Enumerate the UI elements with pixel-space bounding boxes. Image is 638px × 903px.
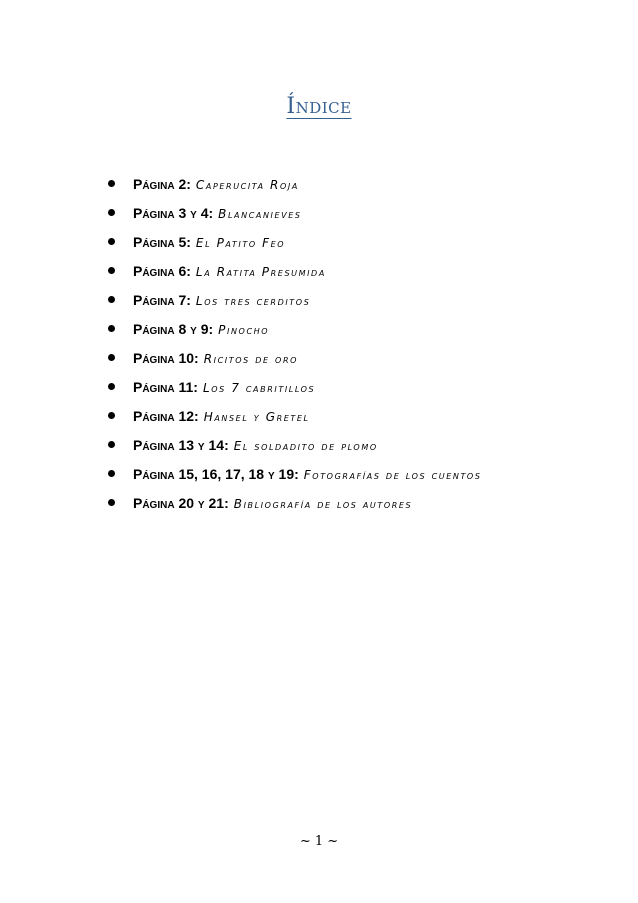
toc-entry [108, 431, 608, 460]
toc-entry [108, 489, 608, 518]
bullet-icon [108, 499, 115, 506]
toc-entry-pages: Página 20 Y 21: [133, 495, 229, 511]
toc-entry-story: Pinocho [218, 323, 270, 337]
toc-entry-story: Bibliografía de los autores [233, 497, 413, 511]
bullet-icon [108, 180, 115, 187]
bullet-icon [108, 267, 115, 274]
toc-entry-pages: Página 6: [133, 263, 191, 279]
bullet-icon [108, 354, 115, 361]
toc-entry-story: Ricitos de oro [203, 352, 299, 366]
toc-entry [108, 170, 608, 199]
toc-entry-pages: Página 8 Y 9: [133, 321, 214, 337]
toc-entry-page-numbers: 5 [178, 234, 187, 250]
toc-entry [108, 344, 608, 373]
toc-entry [108, 402, 608, 431]
bullet-icon [108, 412, 115, 419]
toc-entry [108, 199, 608, 228]
toc-entry-page-numbers: 6 [178, 263, 187, 279]
toc-entry-label: Página [133, 466, 175, 482]
bullet-icon [108, 296, 115, 303]
toc-entry-pages: Página 2: [133, 176, 191, 192]
toc-entry-pages: Página 7: [133, 292, 191, 308]
toc-entry-page-numbers: 20 Y 21 [178, 495, 225, 511]
toc-entry [108, 373, 608, 402]
toc-entry [108, 315, 608, 344]
toc-entry-pages: Página 3 Y 4: [133, 205, 214, 221]
toc-entry-label: Página [133, 176, 175, 192]
toc-entry-page-numbers: 2 [178, 176, 187, 192]
toc-entry-page-numbers: 8 Y 9 [178, 321, 209, 337]
toc-entry-page-numbers: 13 Y 14 [178, 437, 225, 453]
toc-entry-story: La Ratita Presumida [195, 265, 326, 279]
toc-entry-story: Caperucita Roja [195, 178, 299, 192]
bullet-icon [108, 441, 115, 448]
toc-entry-pages: Página 12: [133, 408, 199, 424]
toc-entry-story: Hansel y Gretel [203, 410, 310, 424]
toc-entry-label: Página [133, 437, 175, 453]
page-title-text: Índice [286, 94, 352, 119]
toc-entry-pages: Página 10: [133, 350, 199, 366]
bullet-icon [108, 383, 115, 390]
toc-entry-story: El soldadito de plomo [233, 439, 378, 453]
bullet-icon [108, 470, 115, 477]
page-number: ~ 1 ~ [299, 834, 339, 849]
toc-entry-story: Blancanieves [218, 207, 302, 221]
toc-entry-label: Página [133, 350, 175, 366]
toc-entry-label: Página [133, 321, 175, 337]
toc-entry-pages: Página 5: [133, 234, 191, 250]
bullet-icon [108, 325, 115, 332]
toc-entry [108, 257, 608, 286]
toc-entry-label: Página [133, 408, 175, 424]
toc-entry-page-numbers: 15, 16, 17, 18 Y 19 [178, 466, 295, 482]
toc-entry-page-numbers: 10 [178, 350, 195, 366]
toc-entry-page-numbers: 12 [178, 408, 195, 424]
bullet-icon [108, 238, 115, 245]
toc-entry-story: El Patito Feo [195, 236, 286, 250]
toc-entry-label: Página [133, 292, 175, 308]
toc-entry [108, 228, 608, 257]
toc-entry-story: Los tres cerditos [195, 294, 311, 308]
page-title [0, 84, 638, 121]
toc-entry [108, 286, 608, 315]
toc-entry [108, 460, 608, 489]
toc-entry-pages: Página 13 Y 14: [133, 437, 229, 453]
bullet-icon [108, 209, 115, 216]
toc-entry-page-numbers: 7 [178, 292, 187, 308]
toc-entry-page-numbers: 3 Y 4 [178, 205, 209, 221]
toc-entry-pages: Página 15, 16, 17, 18 Y 19: [133, 466, 299, 482]
toc-entry-label: Página [133, 234, 175, 250]
toc-entry-pages: Página 11: [133, 379, 198, 395]
toc-entry-page-numbers: 11 [178, 379, 194, 395]
toc-entry-label: Página [133, 495, 175, 511]
toc-entry-story: Los 7 cabritillos [202, 381, 316, 395]
toc-entry-label: Página [133, 263, 175, 279]
toc-entry-label: Página [133, 205, 175, 221]
table-of-contents [108, 170, 608, 518]
toc-entry-label: Página [133, 379, 175, 395]
toc-entry-story: Fotografías de los cuentos [303, 468, 482, 482]
